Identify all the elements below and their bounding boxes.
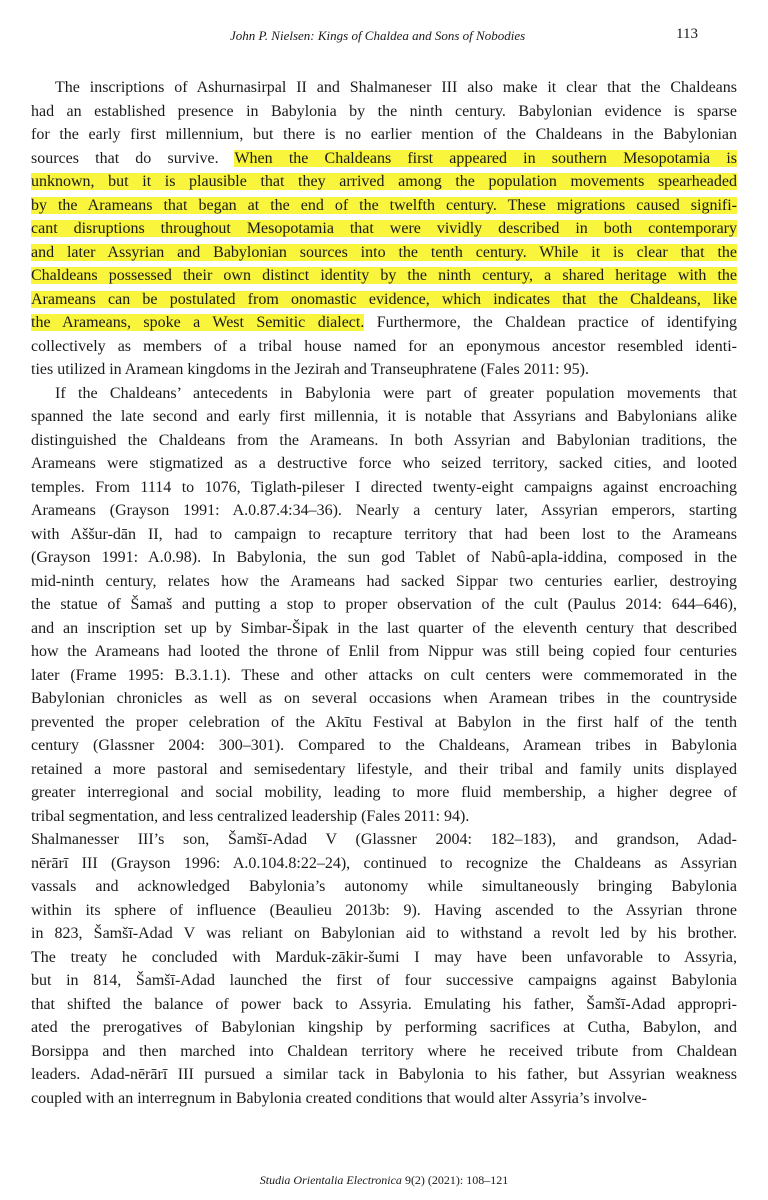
footer-journal: Studia Orientalia Electronica	[259, 1173, 402, 1187]
highlighted-text: and later Assyrian and Babylonian sources into the tenth century. While it is clear that the	[31, 243, 737, 261]
text-line	[31, 76, 737, 100]
text-line	[31, 664, 737, 688]
text-line	[31, 617, 737, 641]
text-line	[31, 429, 737, 453]
text-line	[31, 640, 737, 664]
text-line	[31, 993, 737, 1017]
text-segment: Arameans were stigmatized as a destructive force who seized territory, sacked cities, and looted	[31, 455, 737, 472]
text-line	[31, 828, 737, 852]
text-segment: greater interregional and social mobility, leading to more fluid membership, a higher degree of	[31, 784, 737, 801]
highlighted-text: unknown, but it is plausible that they arrived among the population movements spearheaded	[31, 173, 737, 190]
text-line	[31, 734, 737, 758]
text-line	[31, 100, 737, 124]
text-line	[31, 523, 737, 547]
text-line	[31, 875, 737, 899]
text-line	[31, 922, 737, 946]
text-segment: with Aššur-dān II, had to campaign to recapture territory that had been lost to the Arameans	[31, 525, 737, 543]
text-line	[31, 946, 737, 970]
text-line	[31, 711, 737, 735]
text-line	[31, 358, 737, 382]
text-line	[31, 194, 737, 218]
text-segment: temples. From 1114 to 1076, Tiglath-pileser I directed twenty-eight campaigns against encroaching	[31, 478, 737, 496]
highlighted-text: the Arameans, spoke a West Semitic dialect.	[31, 314, 365, 331]
text-line	[31, 969, 737, 993]
text-segment: If the Chaldeans’ antecedents in Babylonia were part of greater population movements that	[55, 384, 737, 402]
text-segment: the statue of Šamaš and putting a stop to proper observation of the cult (Paulus 2014: 644–646),	[31, 596, 737, 613]
text-line	[31, 147, 737, 171]
text-line	[31, 123, 737, 147]
text-segment: (Grayson 1991: A.0.98). In Babylonia, the sun god Tablet of Nabû-apla-iddina, composed in the	[31, 549, 737, 566]
text-segment: Arameans (Grayson 1991: A.0.87.4:34–36). Nearly a century later, Assyrian emperors, starting	[31, 502, 737, 519]
page-number: 113	[676, 26, 698, 42]
footer-citation	[0, 1173, 768, 1188]
text-segment: ties utilized in Aramean kingdoms in the Jezirah and Transeuphratene (Fales 2011: 95).	[31, 361, 589, 378]
footer-volume: 9(2) (2021): 108–121	[401, 1173, 509, 1187]
text-segment: tribal segmentation, and less centralized leadership (Fales 2011: 94).	[31, 807, 470, 825]
text-line	[31, 452, 737, 476]
highlighted-text: Chaldeans possessed their own distinct identity by the ninth century, a shared heritage with the	[31, 267, 737, 284]
text-segment: for the early first millennium, but there is no earlier mention of the Chaldeans in the Babylonian	[31, 126, 737, 143]
paragraph-1	[31, 76, 737, 382]
text-segment: The inscriptions of Ashurnasirpal II and Shalmaneser III also make it clear that the Chaldeans	[55, 79, 737, 96]
text-line	[31, 1087, 737, 1111]
text-segment: Furthermore, the Chaldean practice of identifying	[364, 314, 738, 331]
text-line	[31, 593, 737, 617]
text-line	[31, 382, 737, 406]
text-line	[31, 170, 737, 194]
text-segment: within its sphere of influence (Beaulieu 2013b: 9). Having ascended to the Assyrian throne	[31, 901, 737, 919]
text-line	[31, 852, 737, 876]
text-segment: sources that do survive.	[31, 149, 235, 167]
paragraph-3	[31, 828, 737, 1110]
paragraph-2	[31, 382, 737, 829]
text-segment: Borsippa and then marched into Chaldean territory where he received tribute from Chaldean	[31, 1042, 737, 1060]
text-line	[31, 405, 737, 429]
text-segment: vassals and acknowledged Babylonia’s autonomy while simultaneously bringing Babylonia	[31, 878, 737, 895]
text-segment: Babylonian chronicles as well as on several occasions when Aramean tribes in the countryside	[31, 690, 737, 707]
text-segment: that shifted the balance of power back to Assyria. Emulating his father, Šamšī-Adad appropri-	[31, 995, 737, 1013]
text-line	[31, 499, 737, 523]
text-segment: and an inscription set up by Simbar-Šipak in the last quarter of the eleventh century that described	[31, 619, 737, 637]
text-segment: leaders. Adad-nērārī III pursued a similar tack in Babylonia to his father, but Assyrian weakness	[31, 1066, 737, 1083]
text-segment: retained a more pastoral and semisedentary lifestyle, and their tribal and family units displayed	[31, 760, 737, 778]
highlighted-text: cant disruptions throughout Mesopotamia that were vividly described in both contemporary	[31, 220, 737, 237]
text-segment: ated the prerogatives of Babylonian kingship by performing sacrifices at Cutha, Babylon, and	[31, 1019, 737, 1036]
highlighted-text: by the Arameans that began at the end of the twelfth century. These migrations caused signifi-	[31, 196, 737, 214]
text-segment: distinguished the Chaldeans from the Arameans. In both Assyrian and Babylonian traditions, the	[31, 431, 737, 449]
text-segment: spanned the late second and early first millennia, it is notable that Assyrians and Babylonians alike	[31, 408, 737, 425]
text-line	[31, 217, 737, 241]
text-line	[31, 758, 737, 782]
text-line	[31, 899, 737, 923]
running-head: John P. Nielsen: Kings of Chaldea and Sons of Nobodies	[230, 28, 526, 43]
highlighted-text: Arameans can be postulated from onomastic evidence, which indicates that the Chaldeans, like	[31, 290, 737, 308]
text-segment: collectively as members of a tribal house named for an eponymous ancestor resembled identi-	[31, 337, 737, 355]
text-line	[31, 687, 737, 711]
text-segment: had an established presence in Babylonia by the ninth century. Babylonian evidence is sparse	[31, 102, 737, 120]
text-line	[31, 288, 737, 312]
highlighted-text: When the Chaldeans first appeared in southern Mesopotamia is	[234, 149, 737, 167]
article-body	[31, 76, 737, 1110]
text-segment: Shalmanesser III’s son, Šamšī-Adad V (Glassner 2004: 182–183), and grandson, Adad-	[31, 831, 737, 848]
text-line	[31, 311, 737, 335]
text-line	[31, 335, 737, 359]
text-segment: how the Arameans had looted the throne of Enlil from Nippur was still being copied four centuries	[31, 643, 737, 660]
text-line	[31, 570, 737, 594]
text-line	[31, 1016, 737, 1040]
text-line	[31, 1040, 737, 1064]
text-line	[31, 546, 737, 570]
text-segment: century (Glassner 2004: 300–301). Compared to the Chaldeans, Aramean tribes in Babylonia	[31, 737, 737, 754]
text-segment: in 823, Šamšī-Adad V was reliant on Babylonian aid to withstand a revolt led by his brother.	[31, 925, 737, 942]
text-line	[31, 241, 737, 265]
text-segment: later (Frame 1995: B.3.1.1). These and other attacks on cult centers were commemorated in the	[31, 666, 737, 684]
text-segment: prevented the proper celebration of the Akītu Festival at Babylon in the first half of the tenth	[31, 713, 737, 731]
text-segment: mid-ninth century, relates how the Arameans had sacked Sippar two centuries earlier, destroying	[31, 572, 737, 590]
text-segment: nērārī III (Grayson 1996: A.0.104.8:22–24), continued to recognize the Chaldeans as Assyrian	[31, 854, 737, 872]
text-line	[31, 1063, 737, 1087]
text-line	[31, 805, 737, 829]
text-line	[31, 264, 737, 288]
text-line	[31, 476, 737, 500]
text-line	[31, 781, 737, 805]
text-segment: but in 814, Šamšī-Adad launched the first of four successive campaigns against Babylonia	[31, 972, 737, 989]
text-segment: coupled with an interregnum in Babylonia created conditions that would alter Assyria’s involve-	[31, 1089, 647, 1107]
text-segment: The treaty he concluded with Marduk-zākir-šumi I may have been unfavorable to Assyria,	[31, 948, 737, 966]
